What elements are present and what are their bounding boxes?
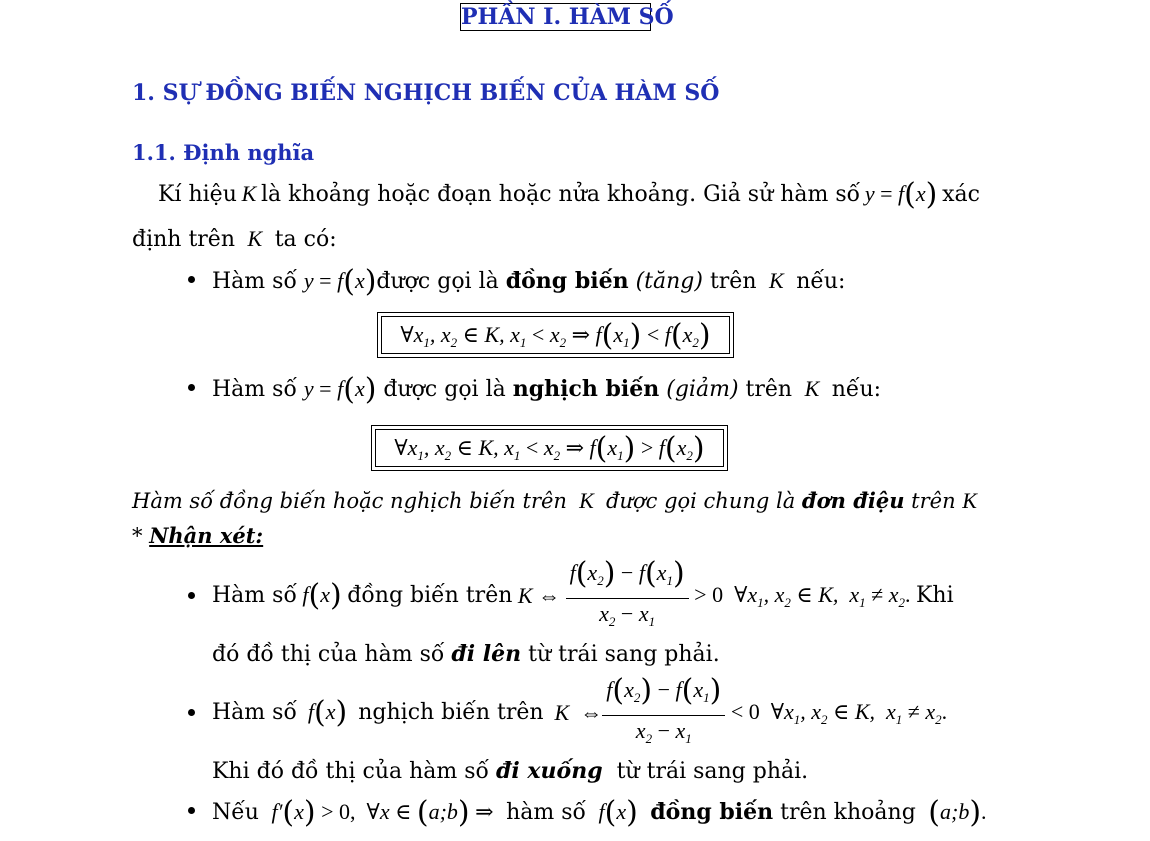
remark-text: trên khoảng <box>780 800 916 825</box>
bold-term: đi lên <box>451 641 522 667</box>
remark-text: đồng biến trên <box>347 583 513 608</box>
formula-decreasing: $\forall x_1$, $x_2$ ∈ K, $x_1 < x_2$ ⇒ $f(x_1) > f(x_2)$ <box>394 430 705 466</box>
intro-line-2 <box>132 228 337 251</box>
bold-term: nghịch biến <box>512 376 660 402</box>
bullet-text: được gọi là <box>376 269 499 294</box>
intro-line-1 <box>158 177 980 212</box>
italic-term: (giảm) <box>666 377 739 402</box>
bullet-dot <box>188 276 195 283</box>
remark-text: từ trái sang phải. <box>528 642 720 667</box>
intro-text-5: ta có: <box>274 227 337 252</box>
math-k: K <box>763 268 790 293</box>
remark-2 <box>212 672 948 749</box>
remark-text: Hàm số <box>212 583 297 608</box>
intro-text-2: là khoảng hoặc đoạn hoặc nửa khoảng. Giả sử hàm số <box>260 182 861 207</box>
math-k: K <box>799 376 825 401</box>
math-k: K <box>962 488 977 513</box>
bullet-text: trên <box>745 377 793 402</box>
bold-term: đi xuống <box>496 758 603 784</box>
summary-text: Hàm số đồng biến hoặc nghịch biến trên <box>132 489 567 513</box>
bullet-text: Hàm số <box>212 377 297 402</box>
remark-heading <box>132 525 263 547</box>
difference-quotient: $\frac{f(x_2) - f(x_1)}{x_2 - x_1}$ <box>566 556 689 637</box>
bullet-decreasing <box>212 372 882 407</box>
summary-line <box>132 490 977 512</box>
remark-star: * <box>132 524 143 548</box>
math-k: K <box>242 226 268 251</box>
italic-term: (tăng) <box>635 269 703 294</box>
subsection-heading: 1.1. Định nghĩa <box>132 140 315 165</box>
remark-1-line-2 <box>212 643 720 666</box>
math-k-iff: K ⇔ <box>512 583 561 608</box>
remark-text: nghịch biến trên <box>358 700 544 725</box>
intro-text-1: Kí hiệu <box>158 182 237 207</box>
math-interval: (a;b). <box>928 795 987 830</box>
formula-increasing: $\forall x_1$, $x_2$ ∈ K, $x_1 < x_2$ ⇒ $f(x_1) < f(x_2)$ <box>400 317 711 353</box>
summary-text: trên <box>911 489 956 513</box>
page-title: PHẦN I. HÀM SỐ <box>461 4 674 30</box>
difference-quotient: $\frac{f(x_2) - f(x_1)}{x_2 - x_1}$ <box>602 673 725 754</box>
remark-text: Hàm số <box>212 700 297 725</box>
bullet-text: Hàm số <box>212 269 297 294</box>
bullet-dot <box>188 384 195 391</box>
bullet-dot <box>188 709 195 716</box>
math-y-fx: y = f(x) <box>303 372 377 407</box>
bold-term: đồng biến <box>505 268 629 294</box>
math-derivative-condition: f′(x) > 0, ∀x ∈ (a;b) ⇒ <box>265 795 494 830</box>
remark-text: từ trái sang phải. <box>616 759 809 784</box>
remark-3 <box>212 795 987 830</box>
remark-text: hàm số <box>506 800 586 825</box>
bullet-dot <box>188 807 195 814</box>
formula-box-increasing <box>377 312 734 358</box>
remark-text: Khi <box>915 583 954 608</box>
math-k: K <box>241 181 257 206</box>
math-k: K <box>573 488 600 513</box>
summary-text: được gọi chung là <box>606 489 796 513</box>
math-condition-negative: < 0 $\forall x_1$, $x_2$ ∈ K, $x_1 \ne x_2$. <box>730 698 948 727</box>
bullet-text: trên <box>709 269 757 294</box>
bullet-dot <box>188 592 195 599</box>
math-fx: f(x) <box>296 578 342 613</box>
remark-text: Khi đó đồ thị của hàm số <box>212 759 490 784</box>
remark-text: Nếu <box>212 800 259 825</box>
math-y-fx: y = f(x) <box>864 177 938 212</box>
math-fx: f(x) <box>296 695 348 730</box>
remark-label: Nhận xét: <box>149 523 264 548</box>
math-condition-positive: > 0 $\forall x_1$, $x_2$ ∈ K, $x_1 \ne x_2$. <box>694 581 911 610</box>
formula-box-decreasing <box>371 425 728 471</box>
bold-term: đơn điệu <box>801 488 905 513</box>
math-fx: f(x) <box>592 795 638 830</box>
remark-2-line-2 <box>212 760 808 783</box>
bullet-text: được gọi là <box>383 377 506 402</box>
intro-text-3: xác <box>942 182 980 207</box>
bullet-increasing <box>212 264 846 299</box>
bullet-text: nếu: <box>831 377 882 402</box>
math-y-fx: y = f(x) <box>303 264 377 299</box>
math-k-iff: K ⇔ <box>543 700 603 725</box>
remark-1 <box>212 555 954 632</box>
bullet-text: nếu: <box>796 269 846 294</box>
section-heading: 1. SỰ ĐỒNG BIẾN NGHỊCH BIẾN CỦA HÀM SỐ <box>132 80 720 106</box>
bold-term: đồng biến <box>650 799 774 825</box>
remark-text: đó đồ thị của hàm số <box>212 642 445 667</box>
intro-text-4: định trên <box>132 227 235 252</box>
